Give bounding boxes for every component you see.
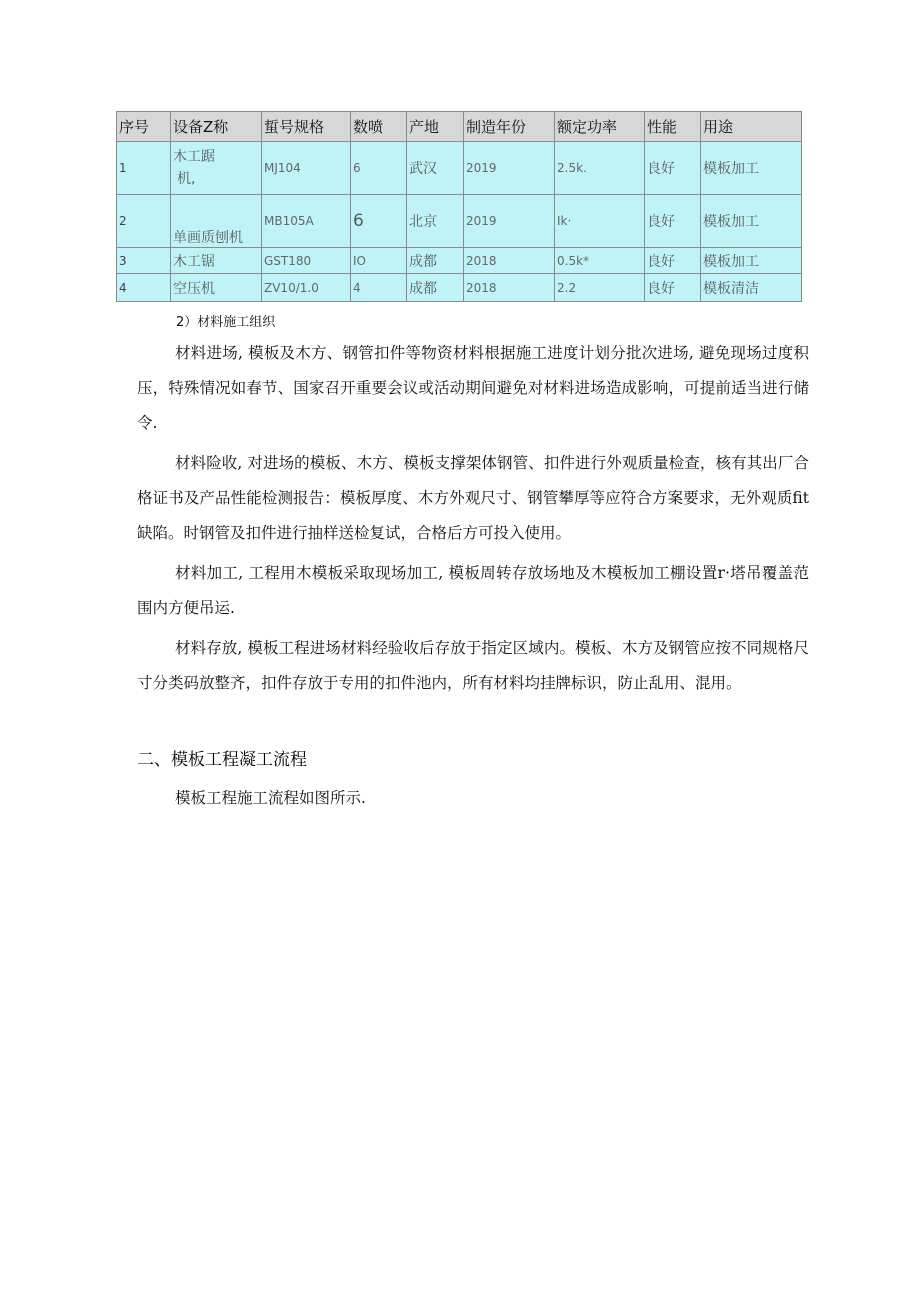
cell-origin: 成都 (407, 274, 464, 302)
cell-name-line2: 机, (177, 171, 196, 187)
cell-origin: 北京 (407, 195, 464, 248)
section-heading: 二、模板工程凝工流程 (137, 750, 307, 770)
subheading-material-organization: 2）材料施工组织 (176, 315, 276, 330)
cell-qty: 6 (351, 142, 407, 195)
cell-year: 2019 (464, 142, 555, 195)
cell-qty: 6 (351, 195, 407, 248)
header-power: 额定功率 (555, 112, 645, 142)
cell-perf: 良好 (645, 195, 701, 248)
cell-qty: IO (351, 248, 407, 274)
header-no: 序号 (117, 112, 171, 142)
table-row (117, 274, 802, 302)
table-row (117, 142, 802, 195)
equipment-table (116, 111, 802, 302)
cell-power: 2.2 (555, 274, 645, 302)
cell-model: MB105A (262, 195, 351, 248)
cell-use: 模板清洁 (701, 274, 802, 302)
paragraph-material-processing: 材料加工, 工程用木模板采取现场加工, 模板周转存放场地及木模板加工棚设置r·塔吊覆盖范围内方便吊运. (137, 564, 809, 617)
cell-year: 2018 (464, 274, 555, 302)
cell-no: 1 (117, 142, 171, 195)
header-name: 设备Z称 (171, 112, 262, 142)
cell-name: 单画质刨机 (171, 195, 262, 248)
cell-model: ZV10/1.0 (262, 274, 351, 302)
table-header-row (117, 112, 802, 142)
cell-use: 模板加工 (701, 142, 802, 195)
cell-name: 木工锯 (171, 248, 262, 274)
cell-year: 2019 (464, 195, 555, 248)
cell-power: 2.5k. (555, 142, 645, 195)
paragraph-material-entry: 材料进场, 模板及木方、钢管扣件等物资材料根据施工进度计划分批次进场, 避免现场过度积压，特殊情况如春节、国家召开重要会议或活动期间避免对材料进场造成影响，可提前适当进行储令. (137, 344, 809, 432)
cell-power: 0.5k* (555, 248, 645, 274)
cell-name: 空压机 (171, 274, 262, 302)
cell-perf: 良好 (645, 142, 701, 195)
table-row (117, 195, 802, 248)
header-qty: 数喷 (351, 112, 407, 142)
cell-qty: 4 (351, 274, 407, 302)
cell-name (171, 142, 262, 195)
paragraph-material-storage: 材料存放, 模板工程进场材料经验收后存放于指定区域内。模板、木方及钢管应按不同规格尺寸分类码放整齐，扣件存放于专用的扣件池内，所有材料均挂牌标识，防止乱用、混用。 (137, 639, 809, 692)
cell-perf: 良好 (645, 274, 701, 302)
cell-no: 3 (117, 248, 171, 274)
cell-perf: 良好 (645, 248, 701, 274)
cell-no: 2 (117, 195, 171, 248)
cell-use: 模板加工 (701, 195, 802, 248)
cell-name-line1: 木工踞 (173, 149, 215, 165)
table-row (117, 248, 802, 274)
header-perf: 性能 (645, 112, 701, 142)
cell-year: 2018 (464, 248, 555, 274)
cell-origin: 武汉 (407, 142, 464, 195)
cell-model: MJ104 (262, 142, 351, 195)
paragraph-material-inspection: 材料险收, 对进场的模板、木方、模板支撑架体钢管、扣件进行外观质量检查，核有其出厂合格证书及产品性能检测报告：模板厚度、木方外观尺寸、钢管攀厚等应符合方案要求，无外观质fit缺陷。时钢管及扣件进行抽样送检复试，合格后方可投入使用。 (137, 454, 809, 542)
header-year: 制造年份 (464, 112, 555, 142)
section-text: 模板工程施工流程如图所示. (175, 789, 366, 807)
header-origin: 产地 (407, 112, 464, 142)
cell-origin: 成都 (407, 248, 464, 274)
cell-use: 模板加工 (701, 248, 802, 274)
cell-power: Ik· (555, 195, 645, 248)
header-model: 蜇号规格 (262, 112, 351, 142)
cell-no: 4 (117, 274, 171, 302)
cell-model: GST180 (262, 248, 351, 274)
header-use: 用途 (701, 112, 802, 142)
